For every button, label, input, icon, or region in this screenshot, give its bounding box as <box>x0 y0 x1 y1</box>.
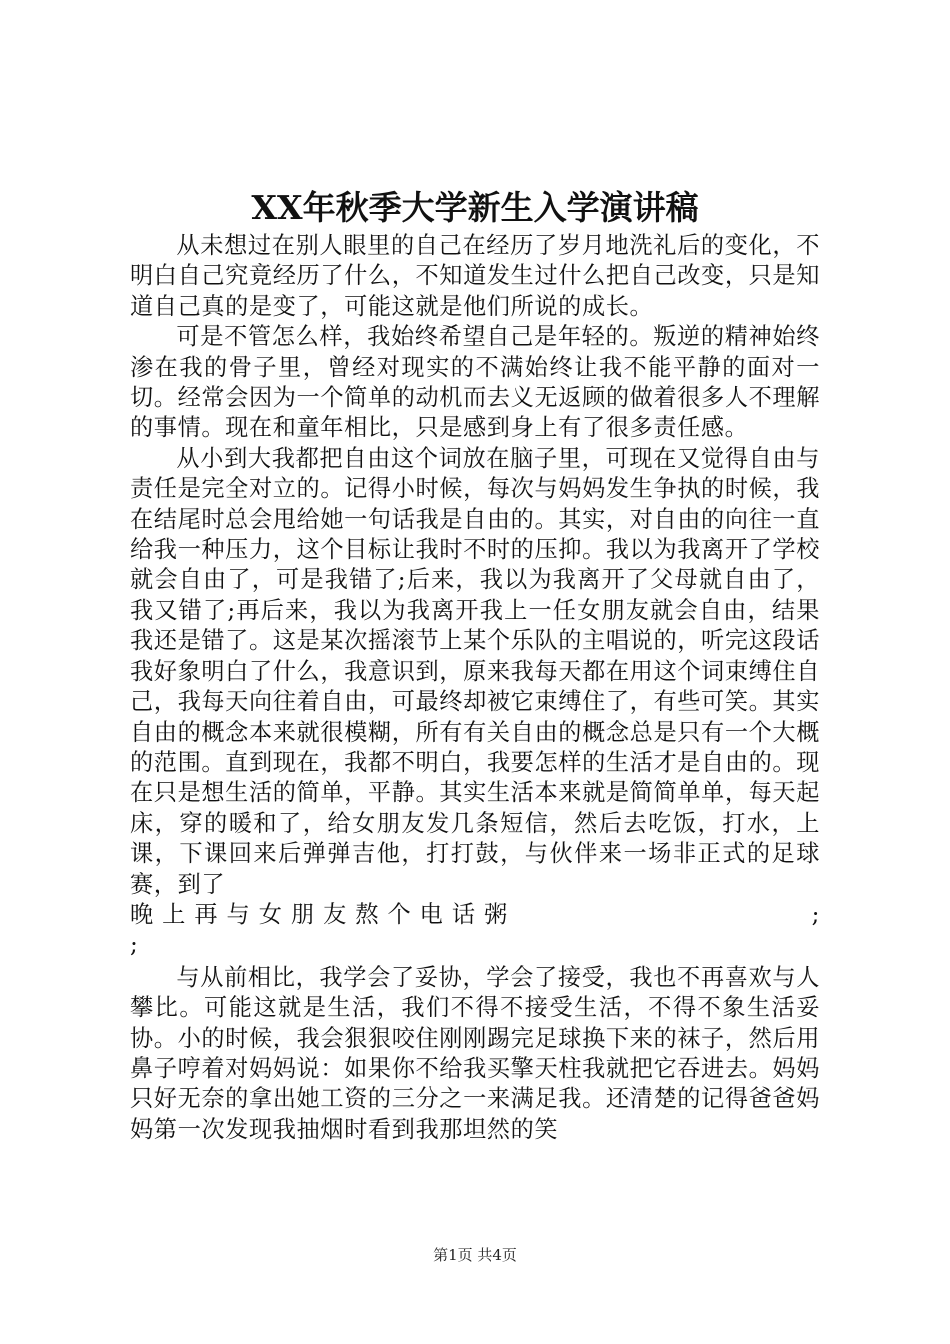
paragraph-3-ending-semicolon: ; <box>811 900 820 928</box>
paragraph-4: 与从前相比，我学会了妥协，学会了接受，我也不再喜欢与人攀比。可能这就是生活，我们不得不接受生活，不得不象生活妥协。小的时候，我会狠狠咬住刚刚踢完足球换下来的袜子，然后用鼻子哼着对妈妈说：如果你不给我买擎天柱我就把它吞进去。妈妈只好无奈的拿出她工资的三分之一来满足我。还清楚的记得爸爸妈妈第一次发现我抽烟时看到我那坦然的笑 <box>130 963 820 1143</box>
document-title: XX年秋季大学新生入学演讲稿 <box>251 188 699 227</box>
page-number-footer: 第1页 共4页 <box>433 1246 517 1264</box>
paragraph-3-ending-line <box>130 900 820 930</box>
semicolon-line: ; <box>130 931 138 959</box>
paragraph-1: 从未想过在别人眼里的自己在经历了岁月地洗礼后的变化，不明白自己究竟经历了什么，不知道发生过什么把自己改变，只是知道自己真的是变了，可能这就是他们所说的成长。 <box>130 232 820 320</box>
document-body <box>130 231 820 1145</box>
paragraph-2: 可是不管怎么样，我始终希望自己是年轻的。叛逆的精神始终渗在我的骨子里，曾经对现实的不满始终让我不能平静的面对一切。经常会因为一个简单的动机而去义无返顾的做着很多人不理解的事情。现在和童年相比，只是感到身上有了很多责任感。 <box>130 323 820 442</box>
paragraph-3: 从小到大我都把自由这个词放在脑子里，可现在又觉得自由与责任是完全对立的。记得小时候，每次与妈妈发生争执的时候，我在结尾时总会甩给她一句话我是自由的。其实，对自由的向往一直给我一种压力，这个目标让我时不时的压抑。我以为我离开了学校就会自由了，可是我错了;后来，我以为我离开了父母就自由了，我又错了;再后来，我以为我离开我上一任女朋友就会自由，结果我还是错了。这是某次摇滚节上某个乐队的主唱说的，听完这段话我好象明白了什么，我意识到，原来我每天都在用这个词束缚住自己，我每天向往着自由，可最终却被它束缚住了，有些可笑。其实自由的概念本来就很模糊，所有有关自由的概念总是只有一个大概的范围。直到现在，我都不明白，我要怎样的生活才是自由的。现在只是想生活的简单，平静。其实生活本来就是简简单单，每天起床，穿的暖和了，给女朋友发几条短信，然后去吃饭，打水，上课，下课回来后弹弹吉他，打打鼓，与伙伴来一场非正式的足球赛，到了 <box>130 444 820 898</box>
paragraph-3-ending-text: 晚上再与女朋友熬个电话粥 <box>130 900 517 928</box>
